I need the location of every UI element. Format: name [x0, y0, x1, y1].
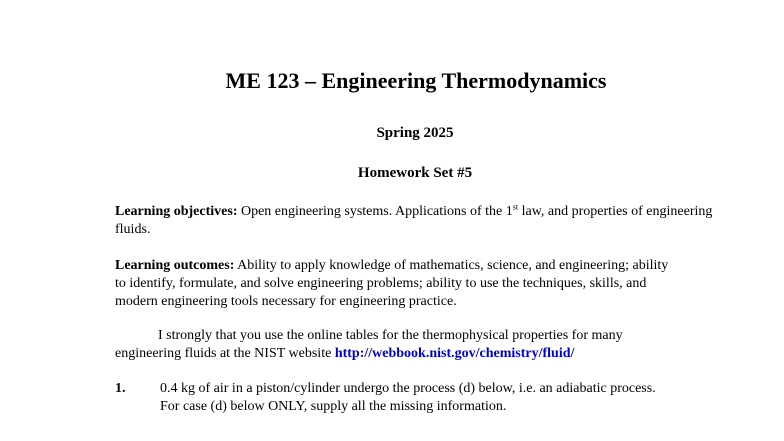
learning-outcomes-paragraph: [115, 257, 670, 311]
question-1-text: 0.4 kg of air in a piston/cylinder undergo the process (d) below, i.e. an adiabatic process.: [160, 381, 656, 396]
learning-objectives-label: Learning objectives:: [115, 204, 238, 219]
question-number: 1.: [115, 381, 126, 396]
question-1-subtext: For case (d) below ONLY, supply all the missing information.: [160, 399, 507, 414]
learning-outcomes-text: Ability to apply knowledge of mathematics, science, and engineering; ability to identify, formulate, and solve engineering problems; ability to use the techniques, skills, and modern engineering tools necessary for engineering practice.: [115, 258, 669, 309]
learning-objectives-text-end: law, and properties of engineering fluids.: [115, 204, 713, 237]
semester-heading: Spring 2025: [376, 125, 454, 141]
learning-outcomes-label: Learning outcomes:: [115, 258, 235, 273]
learning-objectives-text: Open engineering systems. Applications of the 1: [237, 204, 513, 219]
nist-webbook-link[interactable]: http://webbook.nist.gov/chemistry/fluid/: [334, 346, 575, 361]
ordinal-superscript: st: [512, 202, 519, 212]
question-1: [115, 380, 695, 416]
nist-note-paragraph: [115, 327, 675, 363]
nist-note-text: I strongly that you use the online tables for the thermophysical properties for many engineering fluids at the NIST website: [115, 328, 623, 361]
document-title: ME 123 – Engineering Thermodynamics: [225, 68, 607, 93]
learning-objectives-paragraph: [115, 203, 715, 239]
homework-heading: Homework Set #5: [357, 165, 473, 181]
